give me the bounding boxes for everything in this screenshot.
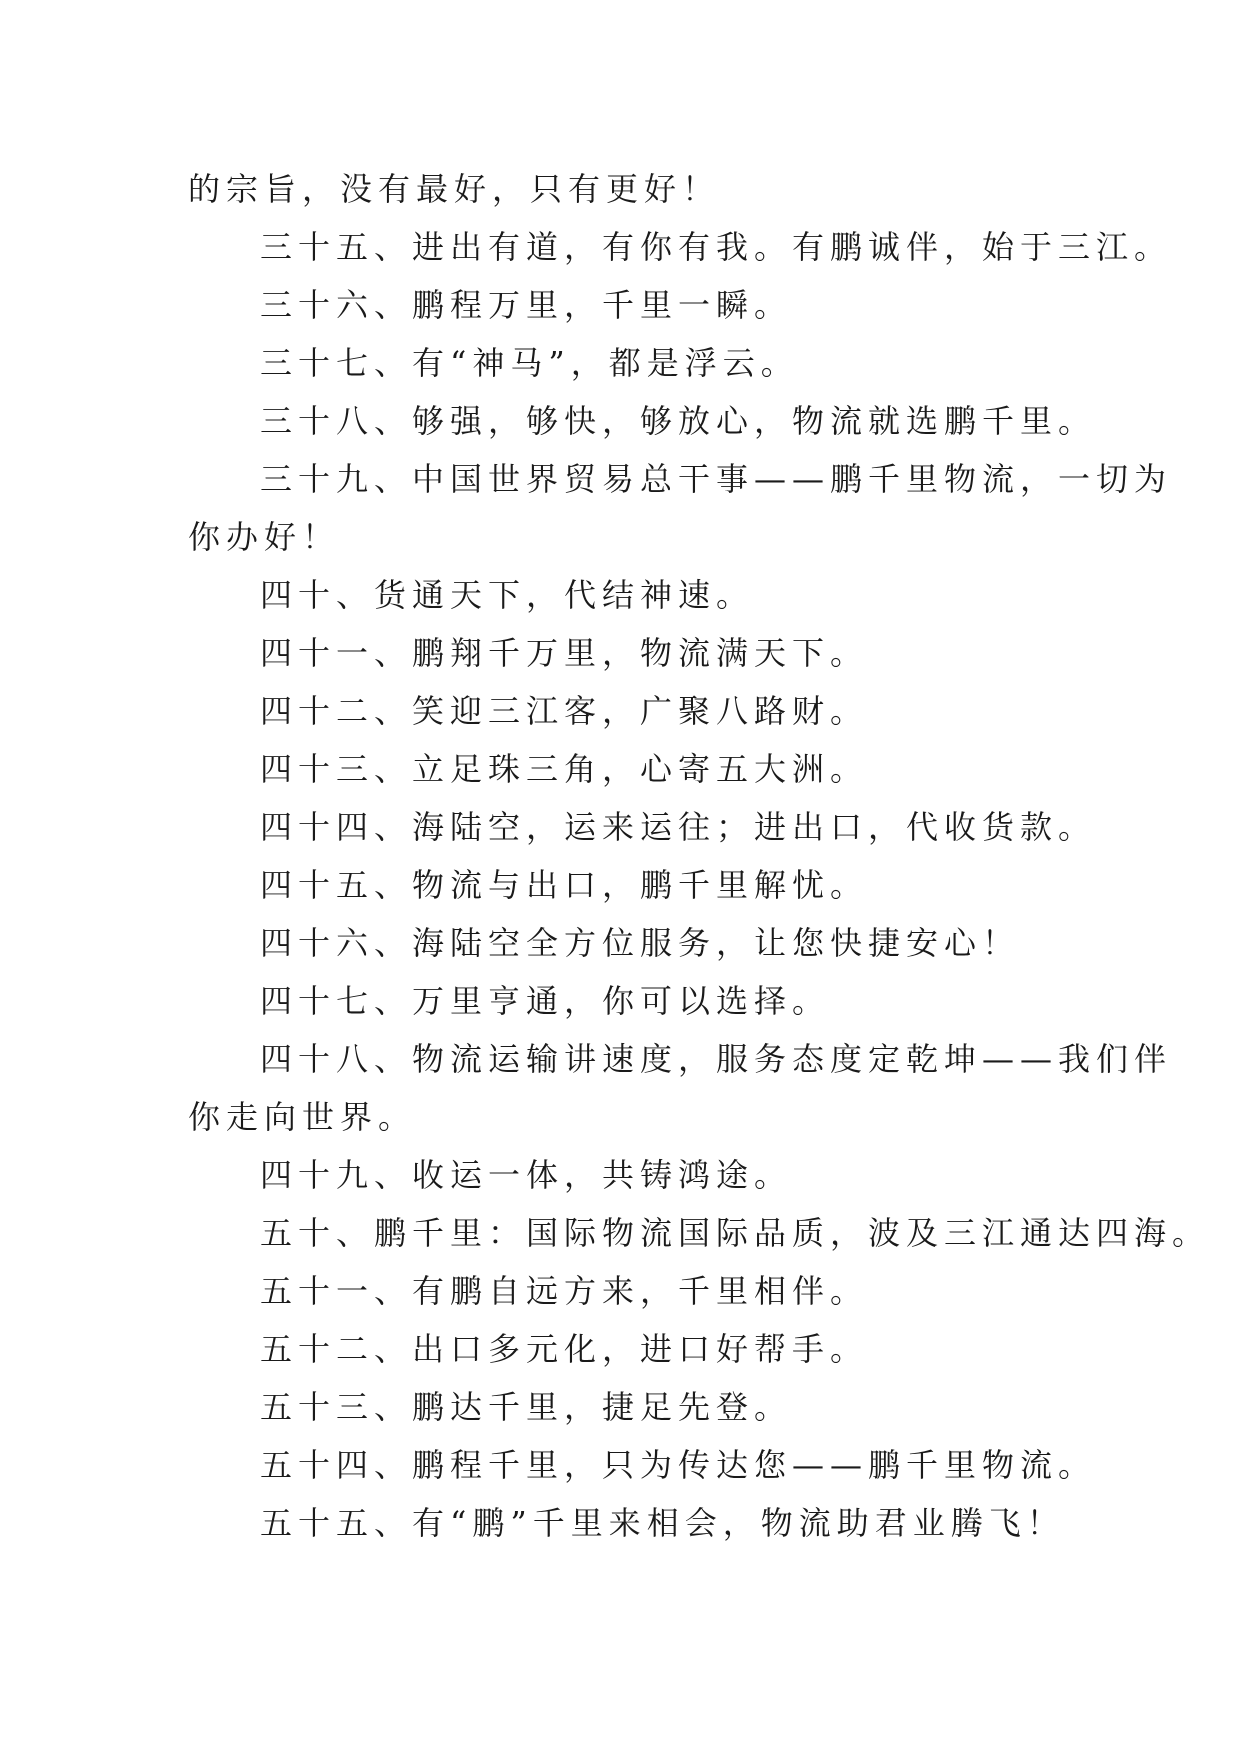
slogan-line: 四十、货通天下，代结神速。 <box>260 576 755 614</box>
slogan-line: 三十九、中国世界贸易总干事——鹏千里物流，一切为 <box>260 460 1173 498</box>
slogan-line: 四十八、物流运输讲速度，服务态度定乾坤——我们伴 <box>260 1040 1173 1078</box>
text-line: 你走向世界。 <box>188 1098 417 1136</box>
slogan-line: 四十一、鹏翔千万里，物流满天下。 <box>260 634 869 672</box>
slogan-line: 五十五、有“鹏”千里来相会，物流助君业腾飞！ <box>260 1504 1065 1542</box>
slogan-line: 三十六、鹏程万里，千里一瞬。 <box>260 286 793 324</box>
slogan-line: 五十三、鹏达千里，捷足先登。 <box>260 1388 793 1426</box>
text-line: 你办好！ <box>188 518 341 556</box>
slogan-line: 三十五、进出有道，有你有我。有鹏诚伴，始于三江。 <box>260 228 1173 266</box>
slogan-line: 四十七、万里亨通，你可以选择。 <box>260 982 831 1020</box>
slogan-line: 五十四、鹏程千里，只为传达您——鹏千里物流。 <box>260 1446 1097 1484</box>
document-body <box>188 160 1211 1552</box>
slogan-line: 三十八、够强，够快，够放心，物流就选鹏千里。 <box>260 402 1097 440</box>
slogan-line: 四十五、物流与出口，鹏千里解忧。 <box>260 866 869 904</box>
slogan-line: 四十二、笑迎三江客，广聚八路财。 <box>260 692 869 730</box>
text-line: 的宗旨，没有最好，只有更好！ <box>188 170 721 208</box>
slogan-line: 四十四、海陆空，运来运往；进出口，代收货款。 <box>260 808 1097 846</box>
slogan-line: 四十三、立足珠三角，心寄五大洲。 <box>260 750 869 788</box>
slogan-line: 五十、鹏千里：国际物流国际品质，波及三江通达四海。 <box>260 1214 1211 1252</box>
slogan-line: 三十七、有“神马”，都是浮云。 <box>260 344 799 382</box>
slogan-line: 五十二、出口多元化，进口好帮手。 <box>260 1330 869 1368</box>
slogan-line: 四十九、收运一体，共铸鸿途。 <box>260 1156 793 1194</box>
slogan-line: 四十六、海陆空全方位服务，让您快捷安心！ <box>260 924 1021 962</box>
slogan-line: 五十一、有鹏自远方来，千里相伴。 <box>260 1272 869 1310</box>
